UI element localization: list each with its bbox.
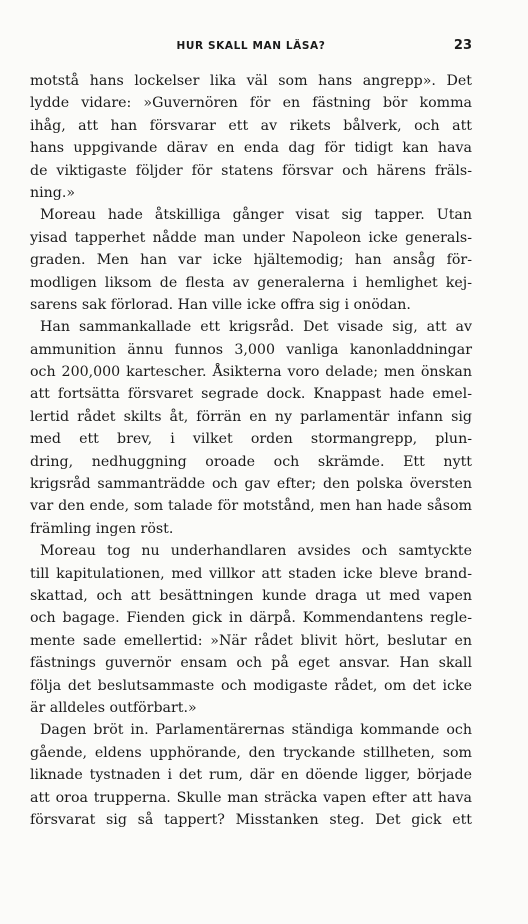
text-line: yisad tapperhet nådde man under Napoleon icke generals- — [30, 229, 472, 246]
text-line: Dagen bröt in. Parlamentärernas ständiga kommande och — [40, 722, 472, 739]
text-line: ammunition ännu funnos 3,000 vanliga kanonladdningar — [30, 341, 472, 358]
text-line: följa det beslutsammaste och modigaste rådet, om det icke — [30, 677, 472, 694]
text-line: och 200,000 kartescher. Åsikterna voro delade; men önskan — [30, 364, 472, 381]
text-line: fästnings guvernör ensam och på eget ansvar. Han skall — [30, 655, 472, 672]
text-line: skattad, och att besättningen kunde draga ut med vapen — [30, 587, 472, 604]
text-line: till kapitulationen, med villkor att staden icke bleve brand- — [30, 565, 472, 582]
running-head: HUR SKALL MAN LÄSA? — [176, 40, 326, 52]
text-line: mente sade emellertid: »När rådet blivit hört, beslutar en — [30, 632, 472, 649]
page-header — [30, 36, 472, 56]
text-line: de viktigaste följder för statens försvar och härens fräls- — [30, 162, 472, 179]
text-line: att fortsätta försvaret segrade dock. Knappast hade emel- — [30, 386, 472, 403]
text-line: Moreau tog nu underhandlaren avsides och samtyckte — [40, 543, 472, 560]
text-line: och bagage. Fienden gick in därpå. Kommendantens regle- — [30, 610, 472, 627]
text-line: Han sammankallade ett krigsråd. Det visade sig, att av — [40, 319, 472, 336]
text-line: lertid rådet skilts åt, förrän en ny parlamentär infann sig — [30, 408, 472, 425]
text-line: försvarat sig så tappert? Misstanken steg. Det gick ett — [30, 811, 472, 828]
text-line: ihåg, att han försvarar ett av rikets bålverk, och att — [30, 117, 472, 134]
text-line: är alldeles outförbart.» — [30, 699, 197, 716]
text-line: gående, eldens upphörande, den tryckande stillheten, som — [30, 744, 472, 761]
text-line: graden. Men han var icke hjältemodig; han ansåg för- — [30, 252, 472, 269]
text-line: krigsråd sammanträdde och gav efter; den polska översten — [30, 476, 472, 493]
text-line: hans uppgivande därav en enda dag för tidigt kan hava — [30, 140, 472, 157]
text-line: att oroa trupperna. Skulle man sträcka vapen efter att hava — [30, 789, 472, 806]
text-line: sarens sak förlorad. Han ville icke offra sig i onödan. — [30, 296, 411, 313]
text-line: dring, nedhuggning oroade och skrämde. Ett nytt — [30, 453, 472, 470]
text-line: ning.» — [30, 184, 76, 201]
text-line: Moreau hade åtskilliga gånger visat sig tapper. Utan — [40, 207, 472, 224]
text-line: motstå hans lockelser lika väl som hans angrepp». Det — [30, 73, 472, 89]
text-line: med ett brev, i vilket orden stormangrepp, plun- — [30, 431, 472, 448]
text-line: främling ingen röst. — [30, 520, 174, 537]
page-number: 23 — [453, 38, 472, 53]
text-line: modligen liksom de flesta av generalerna i hemlighet kej- — [30, 274, 472, 291]
text-line: lydde vidare: »Guvernören för en fästning bör komma — [30, 95, 472, 112]
text-line: liknade tystnaden i det rum, där en döende ligger, började — [30, 767, 472, 784]
body-text — [30, 70, 472, 831]
text-line: var den ende, som talade för motstånd, men han hade såsom — [30, 498, 472, 515]
